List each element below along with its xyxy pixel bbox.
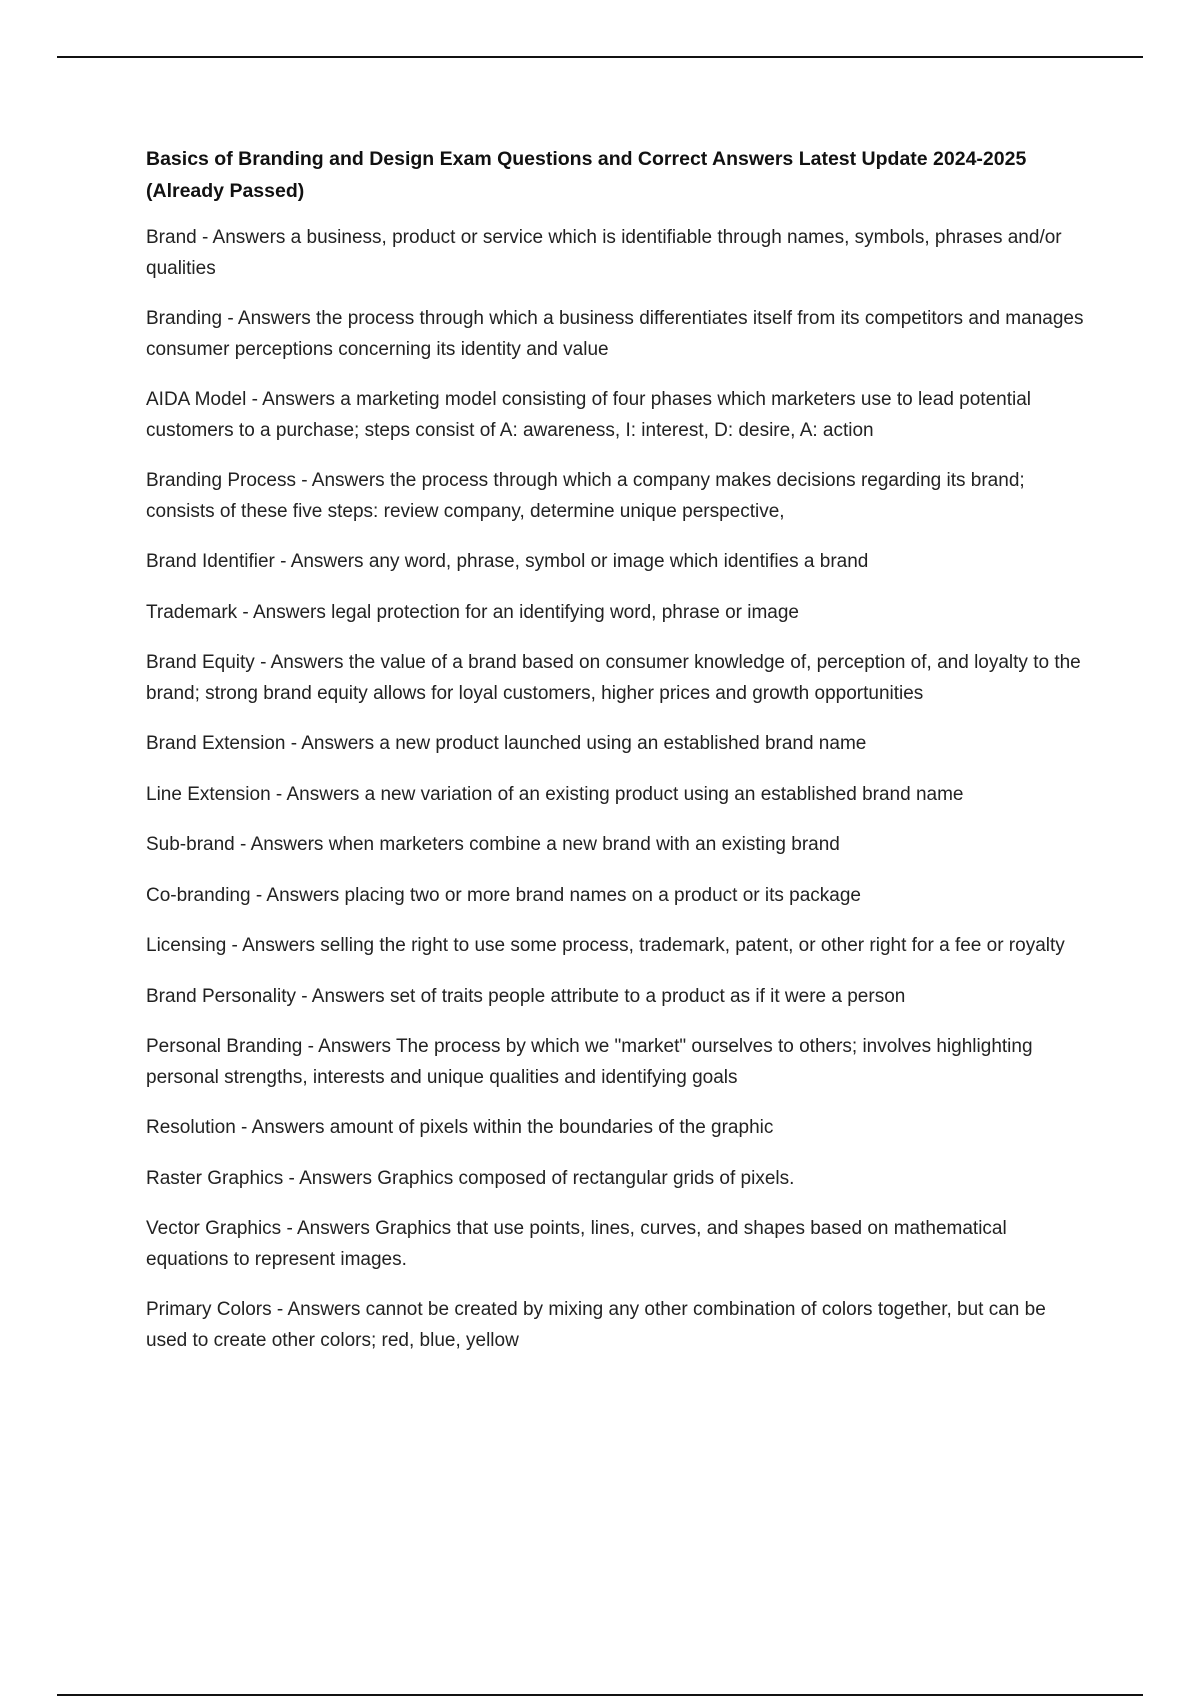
entry-vector-graphics: Vector Graphics - Answers Graphics that use points, lines, curves, and shapes based on mathematical equations to represent images. <box>146 1218 1007 1270</box>
document-title: Basics of Branding and Design Exam Questions and Correct Answers Latest Update 2024-2025 (Already Passed) <box>146 148 1027 202</box>
entry-aida-model: AIDA Model - Answers a marketing model consisting of four phases which marketers use to lead potential customers to a purchase; steps consist of A: awareness, I: interest, D: desire, A: action <box>146 389 1031 441</box>
entry-line-extension: Line Extension - Answers a new variation of an existing product using an established brand name <box>146 783 964 805</box>
footer-rule <box>57 1694 1143 1696</box>
entry-brand-equity: Brand Equity - Answers the value of a brand based on consumer knowledge of, perception of, and loyalty to the brand; strong brand equity allows for loyal customers, higher prices and growth opportunities <box>146 652 1081 704</box>
entry-resolution: Resolution - Answers amount of pixels within the boundaries of the graphic <box>146 1117 774 1138</box>
entry-branding-process: Branding Process - Answers the process through which a company makes decisions regarding its brand; consists of these five steps: review company, determine unique perspective, <box>146 470 1025 522</box>
entry-licensing: Licensing - Answers selling the right to use some process, trademark, patent, or other right for a fee or royalty <box>146 935 1065 956</box>
entry-branding: Branding - Answers the process through which a business differentiates itself from its competitors and manages consumer perceptions concerning its identity and value <box>146 308 1084 360</box>
entry-primary-colors: Primary Colors - Answers cannot be created by mixing any other combination of colors together, but can be used to create other colors; red, blue, yellow <box>146 1299 1046 1351</box>
entry-brand-personality: Brand Personality - Answers set of traits people attribute to a product as if it were a person <box>146 985 906 1007</box>
document-body <box>146 143 1091 1376</box>
entry-brand-extension: Brand Extension - Answers a new product launched using an established brand name <box>146 733 867 754</box>
entry-sub-brand: Sub-brand - Answers when marketers combine a new brand with an existing brand <box>146 834 840 855</box>
entry-list <box>146 223 1091 1356</box>
entry-brand-identifier: Brand Identifier - Answers any word, phrase, symbol or image which identifies a brand <box>146 551 869 572</box>
header-rule <box>57 56 1143 58</box>
entry-co-branding: Co-branding - Answers placing two or more brand names on a product or its package <box>146 884 861 906</box>
entry-personal-branding: Personal Branding - Answers The process by which we "market" ourselves to others; involves highlighting personal strengths, interests and unique qualities and identifying goals <box>146 1036 1033 1088</box>
entry-trademark: Trademark - Answers legal protection for an identifying word, phrase or image <box>146 601 799 623</box>
entry-raster-graphics: Raster Graphics - Answers Graphics composed of rectangular grids of pixels. <box>146 1167 795 1189</box>
entry-brand: Brand - Answers a business, product or service which is identifiable through names, symbols, phrases and/or qualities <box>146 227 1062 279</box>
